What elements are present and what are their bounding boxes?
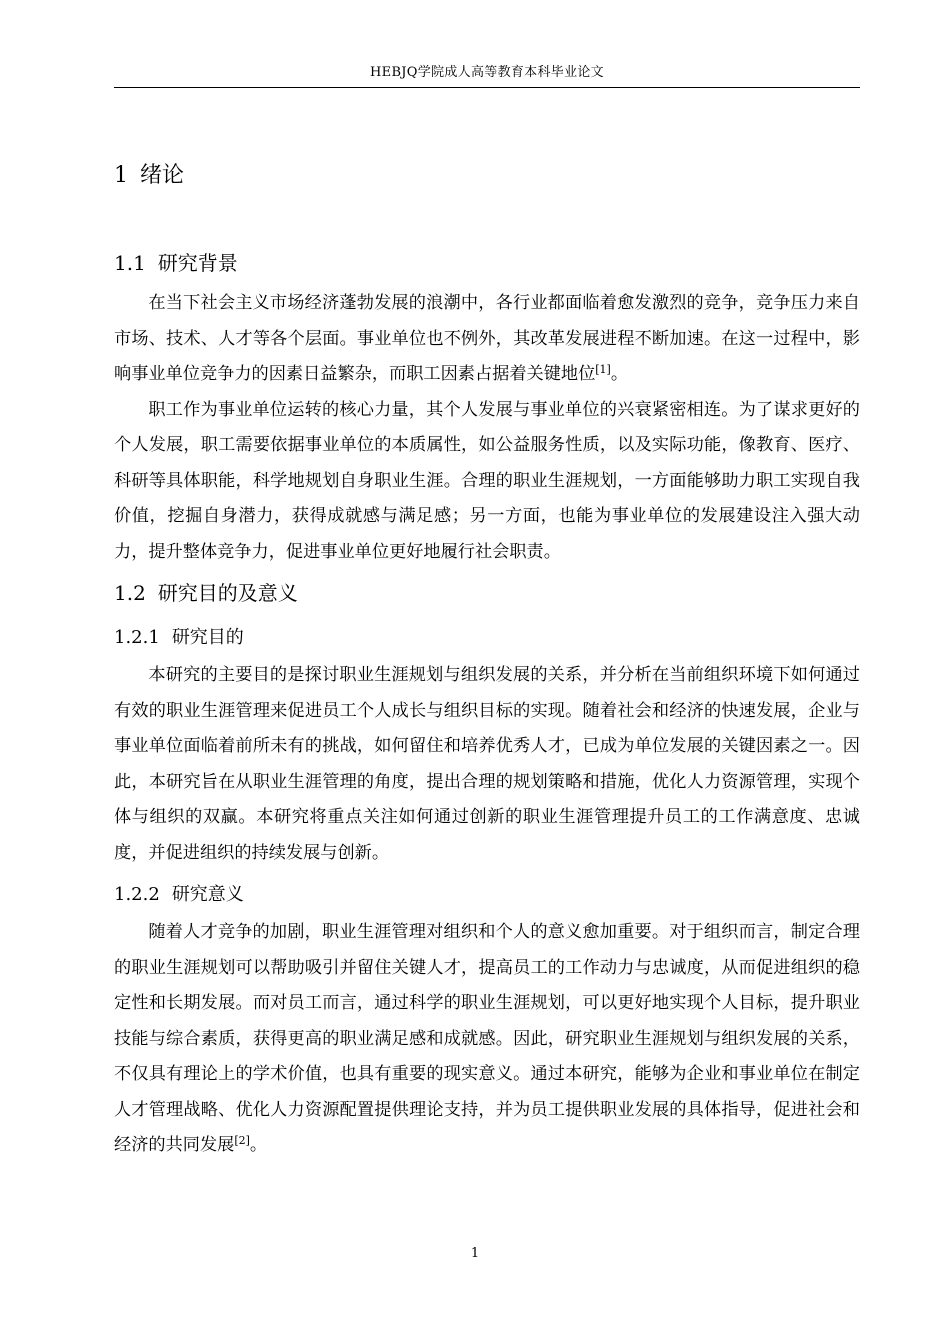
citation: [1] bbox=[595, 363, 611, 376]
subsection-1-2-1-body bbox=[114, 658, 860, 871]
page-number: 1 bbox=[470, 1246, 480, 1261]
section-heading-1-2 bbox=[114, 578, 860, 608]
subsection-title: 研究意义 bbox=[171, 884, 244, 905]
chapter-number: 1 bbox=[114, 163, 128, 188]
header-divider bbox=[114, 87, 860, 88]
paragraph bbox=[114, 393, 860, 571]
paragraph bbox=[114, 915, 860, 1164]
paragraph-tail: 。 bbox=[249, 1135, 268, 1155]
paragraph bbox=[114, 658, 860, 871]
paragraph-text: 随着人才竞争的加剧，职业生涯管理对组织和个人的意义愈加重要。对于组织而言，制定合理的职业生涯规划可以帮助吸引并留住关键人才，提高员工的工作动力与忠诚度，从而促进组织的稳定性和长期发展。而对员工而言，通过科学的职业生涯规划，可以更好地实现个人目标，提升职业技能与综合素质，获得更高的职业满足感和成就感。因此，研究职业生涯规划与组织发展的关系，不仅具有理论上的学术价值，也具有重要的现实意义。通过本研究，能够为企业和事业单位在制定人才管理战略、优化人力资源配置提供理论支持，并为员工提供职业发展的具体指导，促进社会和经济的共同发展 bbox=[114, 922, 860, 1155]
section-1-1-body bbox=[114, 286, 860, 570]
paragraph-text: 在当下社会主义市场经济蓬勃发展的浪潮中，各行业都面临着愈发激烈的竞争，竞争压力来自市场、技术、人才等各个层面。事业单位也不例外，其改革发展进程不断加速。在这一过程中，影响事业单位竞争力的因素日益繁杂，而职工因素占据着关键地位 bbox=[114, 293, 860, 384]
page-body bbox=[114, 150, 860, 1164]
subsection-number: 1.2.2 bbox=[114, 884, 160, 905]
subsection-1-2-2-body bbox=[114, 915, 860, 1164]
citation: [2] bbox=[234, 1134, 250, 1147]
paragraph bbox=[114, 286, 860, 393]
paragraph-tail: 。 bbox=[610, 364, 629, 384]
section-heading-1-1 bbox=[114, 248, 860, 278]
running-header: HEBJQ学院成人高等教育本科毕业论文 bbox=[370, 65, 604, 80]
chapter-title: 绪论 bbox=[140, 163, 185, 188]
section-number: 1.2 bbox=[114, 581, 146, 605]
chapter-heading bbox=[114, 160, 860, 192]
subsection-heading-1-2-1 bbox=[114, 624, 860, 652]
paragraph-text: 本研究的主要目的是探讨职业生涯规划与组织发展的关系，并分析在当前组织环境下如何通过有效的职业生涯管理来促进员工个人成长与组织目标的实现。随着社会和经济的快速发展，企业与事业单位面临着前所未有的挑战，如何留住和培养优秀人才，已成为单位发展的关键因素之一。因此，本研究旨在从职业生涯管理的角度，提出合理的规划策略和措施，优化人力资源管理，实现个体与组织的双赢。本研究将重点关注如何通过创新的职业生涯管理提升员工的工作满意度、忠诚度，并促进组织的持续发展与创新。 bbox=[114, 665, 860, 863]
subsection-heading-1-2-2 bbox=[114, 881, 860, 909]
paragraph-text: 职工作为事业单位运转的核心力量，其个人发展与事业单位的兴衰紧密相连。为了谋求更好的个人发展，职工需要依据事业单位的本质属性，如公益服务性质，以及实际功能，像教育、医疗、科研等具体职能，科学地规划自身职业生涯。合理的职业生涯规划，一方面能够助力职工实现自我价值，挖掘自身潜力，获得成就感与满足感；另一方面，也能为事业单位的发展建设注入强大动力，提升整体竞争力，促进事业单位更好地履行社会职责。 bbox=[114, 399, 860, 562]
section-title: 研究目的及意义 bbox=[157, 581, 298, 605]
section-title: 研究背景 bbox=[157, 251, 238, 275]
section-number: 1.1 bbox=[114, 251, 146, 275]
subsection-number: 1.2.1 bbox=[114, 627, 160, 648]
subsection-title: 研究目的 bbox=[171, 627, 244, 648]
